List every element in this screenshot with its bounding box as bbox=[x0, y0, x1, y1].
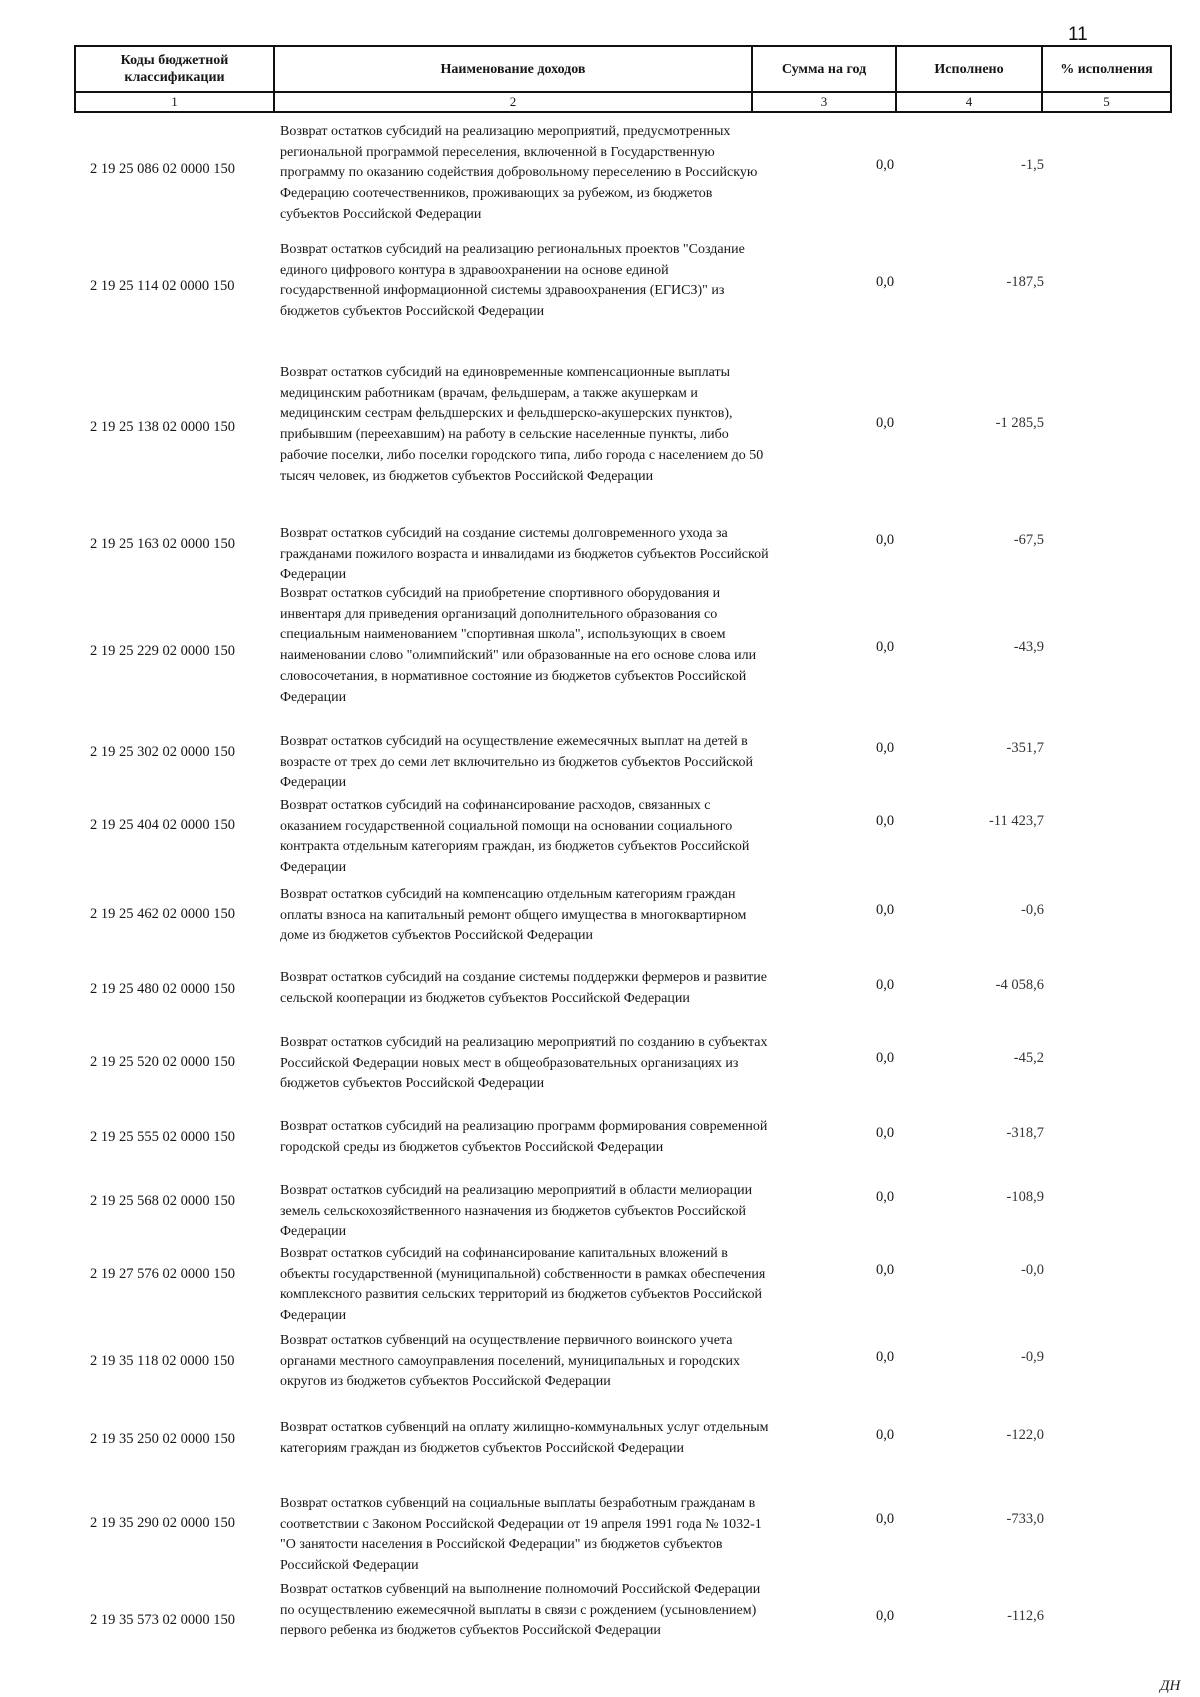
row-done: -351,7 bbox=[1006, 740, 1044, 756]
row-sum: 0,0 bbox=[875, 1608, 895, 1624]
row-done: -122,0 bbox=[1006, 1427, 1044, 1443]
row-code: 2 19 25 229 02 0000 150 bbox=[90, 643, 235, 659]
row-sum: 0,0 bbox=[875, 1349, 895, 1365]
row-name: Возврат остатков субсидий на приобретение спортивного оборудования и инвентаря для приведения организаций дополнительного образования со специальным наименованием "спортивная школа", использующих в своем наименовании слово "олимпийский" или образованные на его основе слова или словосочетания, в нормативное состояние из бюджетов субъектов Российской Федерации bbox=[280, 586, 757, 705]
header-done: Исполнено bbox=[896, 46, 1042, 92]
row-sum: 0,0 bbox=[875, 902, 895, 918]
row-done: -0,9 bbox=[1021, 1349, 1044, 1365]
row-sum: 0,0 bbox=[875, 532, 895, 548]
row-code: 2 19 35 573 02 0000 150 bbox=[90, 1612, 235, 1628]
row-sum: 0,0 bbox=[875, 977, 895, 993]
row-code: 2 19 25 462 02 0000 150 bbox=[90, 906, 235, 922]
header-sum: Сумма на год bbox=[752, 46, 896, 92]
row-done: -108,9 bbox=[1006, 1189, 1044, 1205]
row-done: -318,7 bbox=[1006, 1125, 1044, 1141]
row-code: 2 19 25 404 02 0000 150 bbox=[90, 817, 235, 833]
row-done: -45,2 bbox=[1013, 1050, 1044, 1066]
header-name: Наименование доходов bbox=[274, 46, 752, 92]
row-name: Возврат остатков субсидий на создание системы долговременного ухода за гражданами пожилого возраста и инвалидами из бюджетов субъектов Российской Федерации bbox=[280, 526, 769, 583]
row-name: Возврат остатков субсидий на софинансирование капитальных вложений в объекты государственной (муниципальной) собственности в рамках обеспечения комплексного развития сельских территорий из бюджетов субъектов Российской Федерации bbox=[280, 1246, 766, 1324]
row-sum: 0,0 bbox=[875, 157, 895, 173]
row-done: -43,9 bbox=[1013, 639, 1044, 655]
row-done: -67,5 bbox=[1013, 532, 1044, 548]
header-codes: Коды бюджетной классификации bbox=[75, 46, 274, 92]
page-number: 11 bbox=[1068, 24, 1088, 45]
row-name: Возврат остатков субсидий на осуществление ежемесячных выплат на детей в возрасте от трех до семи лет включительно из бюджетов субъектов Российской Федерации bbox=[280, 734, 753, 791]
row-sum: 0,0 bbox=[875, 1125, 895, 1141]
row-name: Возврат остатков субсидий на реализацию программ формирования современной городской среды из бюджетов субъектов Российской Федерации bbox=[280, 1119, 768, 1155]
row-done: -112,6 bbox=[1007, 1608, 1044, 1624]
row-sum: 0,0 bbox=[875, 274, 895, 290]
row-name: Возврат остатков субсидий на реализацию мероприятий, предусмотренных региональной программой переселения, включенной в Государственную программу по оказанию содействия добровольному переселению в Российскую Федерацию соотечественников, проживающих за рубежом, из бюджетов субъектов Российской Федерации bbox=[280, 124, 758, 222]
row-name: Возврат остатков субсидий на реализацию мероприятий в области мелиорации земель сельскохозяйственного назначения из бюджетов субъектов Российской Федерации bbox=[280, 1183, 753, 1240]
row-sum: 0,0 bbox=[875, 813, 895, 829]
header-num-1: 1 bbox=[75, 92, 274, 112]
row-name: Возврат остатков субсидий на компенсацию отдельным категориям граждан оплаты взноса на капитальный ремонт общего имущества в многоквартирном доме из бюджетов субъектов Российской Федерации bbox=[280, 887, 747, 944]
row-sum: 0,0 bbox=[875, 1427, 895, 1443]
header-num-4: 4 bbox=[896, 92, 1042, 112]
row-code: 2 19 35 290 02 0000 150 bbox=[90, 1515, 235, 1531]
row-name: Возврат остатков субвенций на оплату жилищно-коммунальных услуг отдельным категориям граждан из бюджетов субъектов Российской Федерации bbox=[280, 1420, 769, 1456]
row-done: -11 423,7 bbox=[988, 813, 1044, 829]
header-num-3: 3 bbox=[752, 92, 896, 112]
row-code: 2 19 25 114 02 0000 150 bbox=[90, 278, 235, 294]
row-name: Возврат остатков субсидий на реализацию мероприятий по созданию в субъектах Российской Федерации новых мест в общеобразовательных организациях из бюджетов субъектов Российской Федерации bbox=[280, 1035, 768, 1092]
row-done: -1,5 bbox=[1021, 157, 1044, 173]
row-done: -4 058,6 bbox=[995, 977, 1044, 993]
row-name: Возврат остатков субсидий на единовременные компенсационные выплаты медицинским работникам (врачам, фельдшерам, а также акушеркам и медицинским сестрам фельдшерских и фельдшерско-акушерских пунктов), прибывшим (переехавшим) на работу в сельские населенные пункты, либо рабочие поселки, либо поселки городского типа, либо города с населением до 50 тысяч человек, из бюджетов субъектов Российской Федерации bbox=[280, 365, 764, 484]
header-num-5: 5 bbox=[1042, 92, 1171, 112]
row-name: Возврат остатков субсидий на реализацию региональных проектов "Создание единого цифрового контура в здравоохранении на основе единой государственной информационной системы здравоохранения (ЕГИСЗ)" из бюджетов субъектов Российской Федерации bbox=[280, 242, 745, 320]
row-code: 2 19 25 302 02 0000 150 bbox=[90, 744, 235, 760]
row-name: Возврат остатков субвенций на социальные выплаты безработным гражданам в соответствии с Законом Российской Федерации от 19 апреля 1991 года № 1032-1 "О занятости населения в Российской Федерации" из бюджетов субъектов Российской Федерации bbox=[280, 1496, 762, 1574]
row-done: -0,6 bbox=[1021, 902, 1044, 918]
row-code: 2 19 25 520 02 0000 150 bbox=[90, 1054, 235, 1070]
row-code: 2 19 25 086 02 0000 150 bbox=[90, 161, 235, 177]
row-name: Возврат остатков субвенций на осуществление первичного воинского учета органами местного самоуправления поселений, муниципальных и городских округов из бюджетов субъектов Российской Федерации bbox=[280, 1333, 740, 1390]
corner-mark: ДН bbox=[1160, 1678, 1181, 1694]
row-done: -733,0 bbox=[1006, 1511, 1044, 1527]
row-code: 2 19 25 163 02 0000 150 bbox=[90, 536, 235, 552]
header-num-2: 2 bbox=[274, 92, 752, 112]
column-header-table bbox=[74, 45, 1172, 113]
row-sum: 0,0 bbox=[875, 1262, 895, 1278]
row-code: 2 19 25 480 02 0000 150 bbox=[90, 981, 235, 997]
row-code: 2 19 35 250 02 0000 150 bbox=[90, 1431, 235, 1447]
row-done: -0,0 bbox=[1021, 1262, 1044, 1278]
row-name: Возврат остатков субвенций на выполнение полномочий Российской Федерации по осуществлению ежемесячной выплаты в связи с рождением (усыновлением) первого ребенка из бюджетов субъектов Российской Федерации bbox=[280, 1582, 761, 1639]
row-code: 2 19 27 576 02 0000 150 bbox=[90, 1266, 235, 1282]
row-code: 2 19 25 138 02 0000 150 bbox=[90, 419, 235, 435]
row-done: -1 285,5 bbox=[995, 415, 1044, 431]
row-name: Возврат остатков субсидий на софинансирование расходов, связанных с оказанием государственной социальной помощи на основании социального контракта отдельным категориям граждан, из бюджетов субъектов Российской Федерации bbox=[280, 798, 750, 876]
row-code: 2 19 35 118 02 0000 150 bbox=[90, 1353, 235, 1369]
row-done: -187,5 bbox=[1006, 274, 1044, 290]
row-sum: 0,0 bbox=[875, 1050, 895, 1066]
row-sum: 0,0 bbox=[875, 1511, 895, 1527]
row-sum: 0,0 bbox=[875, 415, 895, 431]
row-code: 2 19 25 568 02 0000 150 bbox=[90, 1193, 235, 1209]
row-code: 2 19 25 555 02 0000 150 bbox=[90, 1129, 235, 1145]
header-percent: % исполнения bbox=[1042, 46, 1171, 92]
row-sum: 0,0 bbox=[875, 740, 895, 756]
row-sum: 0,0 bbox=[875, 639, 895, 655]
row-sum: 0,0 bbox=[875, 1189, 895, 1205]
row-name: Возврат остатков субсидий на создание системы поддержки фермеров и развитие сельской кооперации из бюджетов субъектов Российской Федерации bbox=[280, 970, 767, 1006]
